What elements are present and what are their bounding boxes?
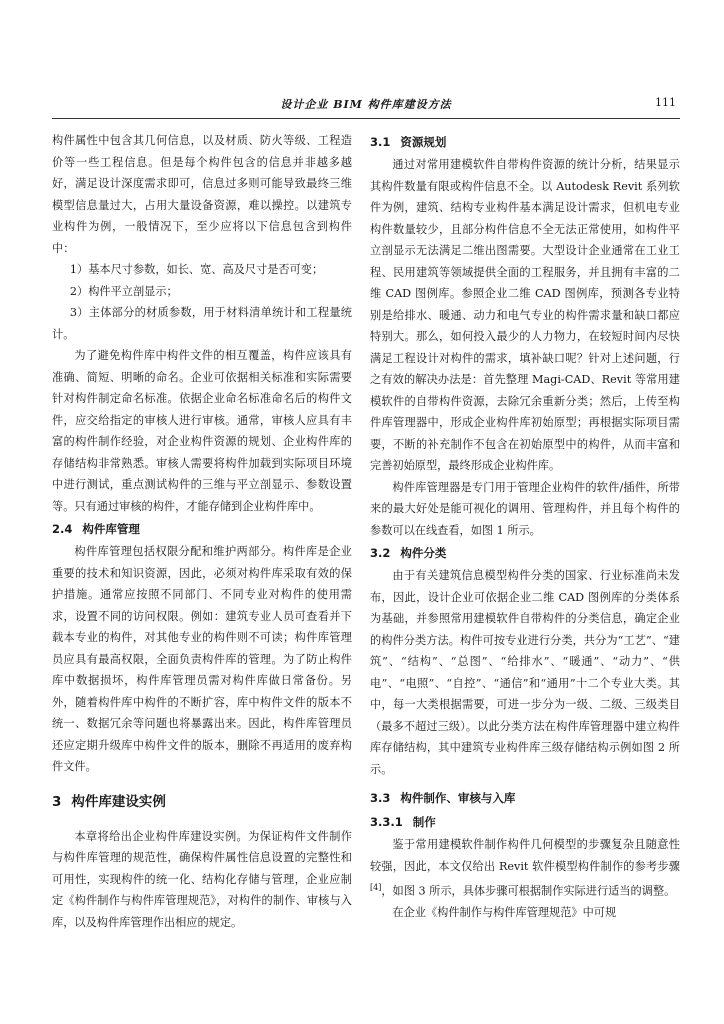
paragraph — [370, 834, 680, 902]
section-title: 制作 — [412, 815, 436, 829]
section-number: 3.2 — [370, 546, 391, 560]
section-heading-3-1 — [370, 130, 680, 154]
section-number: 3.3 — [370, 791, 391, 805]
paragraph: 本章将给出企业构件库建设实例。为保证构件文件制作与构件库管理的规范性，确保构件属性信息设置的完整性和可用性，实现构件的统一化、结构化存储与管理，企业应制定《构件制作与构件库管理规范》，对构件的制作、审核与入库，以及构件库管理作出相应的规定。 — [52, 829, 352, 929]
list-item: 3）主体部分的材质参数，用于材料清单统计和工程量统计。 — [52, 306, 352, 341]
section-number: 3 — [52, 793, 62, 810]
section-title: 构件分类 — [400, 546, 447, 560]
section-heading-3-2 — [370, 541, 680, 565]
header-rule — [52, 118, 680, 119]
paragraph: 构件属性中包含其几何信息，以及材质、防火等级、工程造价等一些工程信息。但是每个构件包含的信息并非越多越好，满足设计深度需求即可，信息过多则可能导致最终三维模型信息量过大，占用大量设备资源，难以操控。以建筑专业构件为例，一般情况下，至少应将以下信息包含到构件中： — [52, 134, 352, 255]
paragraph: 在企业《构件制作与构件库管理规范》中可规 — [392, 906, 617, 920]
running-title: 设计企业 BIM 构件库建设方法 — [280, 98, 452, 111]
citation-link[interactable]: [4] — [370, 883, 382, 892]
section-heading-3-3 — [370, 786, 680, 810]
section-title: 构件制作、审核与入库 — [400, 791, 516, 805]
section-title: 资源规划 — [400, 135, 447, 149]
paragraph: 通过对常用建模软件自带构件资源的统计分析，结果显示其构件数量有限或构件信息不全。以 Autodesk Revit 系列软件为例，建筑、结构专业构件基本满足设计需求，但机电专业构件数量较少，且部分构件信息不全无法正常使用，如构件平立剖显示无法满足二维出图需要。大型设计企业通常在工业工程、民用建筑等领域提供全面的工程服务，并且拥有丰富的二维 CAD 图例库。参照企业二维 CAD 图例库，预测各专业特别是给排水、暖通、动力和电气专业的构件需求量和缺口都应特别大。那么，如何投入最少的人力物力，在较短时间内尽快满足工程设计对构件的需求，填补缺口呢？针对上述问题，行之有效的解决办法是：首先整理 Magi-CAD、Revit 等常用建模软件的自带构件资源，去除冗余重新分类；然后，上传至构件库管理器中，形成企业构件库初始原型；再根据实际项目需要，不断的补充制作不包含在初始原型中的构件，从而丰富和完善初始原型，最终形成企业构件库。 — [370, 158, 680, 472]
page-number: 111 — [655, 96, 676, 109]
section-title: 构件库管理 — [82, 522, 140, 536]
paragraph-text: ，如图 3 所示，具体步骤可根据制作实际进行适当的调整。 — [381, 884, 676, 898]
section-number: 3.1 — [370, 135, 391, 149]
section-heading-2-4 — [52, 517, 352, 541]
paragraph: 构件库管理包括权限分配和维护两部分。构件库是企业重要的技术和知识资源，因此，必须对构件库采取有效的保护措施。通常应按照不同部门、不同专业对构件的使用需求，设置不同的访问权限。例如：建筑专业人员可查看并下载本专业的构件，对其他专业的构件则不可读；构件库管理员应具有最高权限，全面负责构件库的管理。为了防止构件库中数据损坏，构件库管理员需对构件库做日常备份。另外，随着构件库中构件的不断扩容，库中构件文件的版本不统一、数据冗余等问题也将暴露出来。因此，构件库管理员还应定期升级库中构件文件的版本，删除不再适用的废弃构件文件。 — [52, 545, 352, 773]
paragraph: 构件库管理器是专门用于管理企业构件的软件/插件，所带来的最大好处是能可视化的调用、管理构件，并且每个构件的参数可以在线查看，如图 1 所示。 — [370, 480, 680, 537]
list-item: 1）基本尺寸参数，如长、宽、高及尺寸是否可变； — [69, 263, 324, 276]
running-header — [52, 96, 680, 114]
paragraph-text: 鉴于常用建模软件制作构件几何模型的步骤复杂且随意性较强，因此，本文仅给出 Revit 软件模型构件制作的参考步骤 — [370, 838, 680, 873]
section-number: 2.4 — [52, 522, 73, 536]
left-column — [52, 130, 352, 1010]
section-number: 3.3.1 — [370, 815, 403, 829]
paragraph: 为了避免构件库中构件文件的相互覆盖，构件应该具有准确、简短、明晰的命名。企业可依据相关标准和实际需要针对构件制定命名标准。依据企业命名标准命名后的构件文件，应交给指定的审核人进行审核。通常，审核人应具有丰富的构件制作经验，对企业构件资源的规划、企业构件库的存储结构非常熟悉。审核人需要将构件加载到实际项目环境中进行测试，重点测试构件的三维与平立剖显示、参数设置等。只有通过审核的构件，才能存储到企业构件库中。 — [52, 349, 352, 513]
paragraph: 由于有关建筑信息模型构件分类的国家、行业标准尚未发布，因此，设计企业可依据企业二维 CAD 图例库的分类体系为基础，并参照常用建模软件自带构件的分类信息，确定企业的构件分类方法。构件可按专业进行分类，共分为“工艺”、“建筑”、“结构”、“总图”、“给排水”、“暖通”、“动力”、“供电”、“电照”、“自控”、“通信”和“通用”十二个专业大类。其中，每一大类根据需要，可进一步分为一级、二级、三级类目（最多不超过三级）。以此分类方法在构件库管理器中建立构件库存储结构，其中建筑专业构件库三级存储结构示例如图 2 所示。 — [370, 569, 680, 776]
section-title: 构件库建设实例 — [71, 793, 166, 810]
list-item: 2）构件平立剖显示； — [69, 284, 178, 298]
right-column — [370, 130, 680, 1010]
section-heading-3 — [52, 790, 352, 814]
section-heading-3-3-1 — [370, 810, 680, 834]
